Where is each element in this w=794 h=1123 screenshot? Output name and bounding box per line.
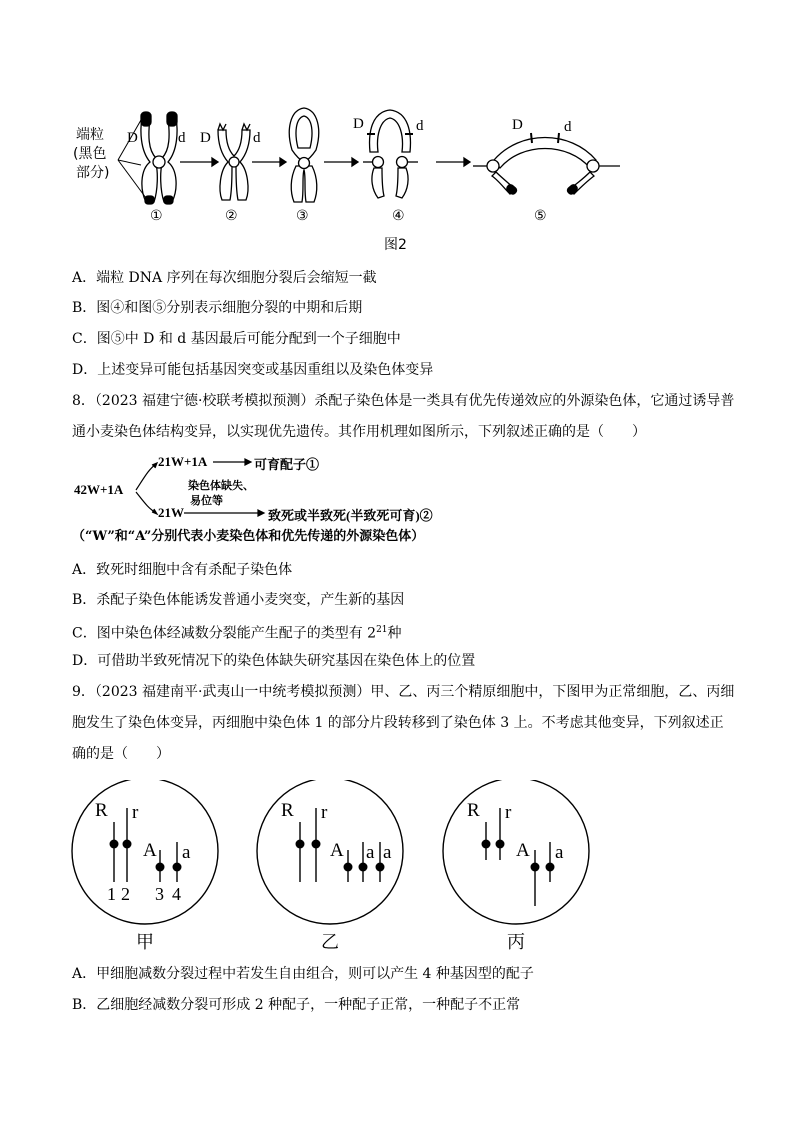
q8-parent-label: 42W+1A bbox=[74, 482, 124, 497]
q8-stem-line-1: 8．（2023 福建宁德·校联考模拟预测）杀配子染色体是一类具有优先传递效应的外源染色体，它通过诱导普 bbox=[72, 393, 735, 409]
q8-option-c-suffix: 种 bbox=[387, 625, 402, 642]
q8-note: （“W”和“A”分别代表小麦染色体和优先传递的外源染色体） bbox=[72, 529, 425, 544]
q9-cells-drawing bbox=[0, 780, 794, 955]
cell-jia-name: 甲 bbox=[136, 932, 154, 953]
q8-option-c-exponent: 21 bbox=[376, 625, 388, 635]
q7-option-b: B．图④和图⑤分别表示细胞分裂的中期和后期 bbox=[72, 300, 363, 316]
q8-arrow-label-top: 染色体缺失、 bbox=[188, 480, 254, 492]
q9-stem-line-2: 胞发生了染色体变异，丙细胞中染色体 1 的部分片段转移到了染色体 3 上。不考虑其他变异，下列叙述正 bbox=[72, 715, 724, 731]
cell-jia-gene-a: a bbox=[182, 842, 191, 863]
chromosome-2 bbox=[218, 124, 250, 200]
cell-jia-num-1: 1 bbox=[107, 884, 116, 904]
cell-bing-gene-A: A bbox=[516, 840, 530, 861]
q8-branch1-label: 21W+1A bbox=[158, 454, 208, 469]
gene-d-label-1: d bbox=[178, 130, 186, 146]
cell-bing-gene-r: r bbox=[505, 802, 512, 823]
q8-option-c-text: C．图中染色体经减数分裂能产生配子的类型有 2 bbox=[72, 625, 377, 642]
cell-bing-gene-a: a bbox=[555, 842, 564, 863]
cell-jia-num-3: 3 bbox=[155, 884, 164, 904]
step-num-2: ② bbox=[225, 208, 238, 224]
q8-option-d: D．可借助半致死情况下的染色体缺失研究基因在染色体上的位置 bbox=[72, 653, 476, 669]
q9-option-a: A．甲细胞减数分裂过程中若发生自由组合，则可以产生 4 种基因型的配子 bbox=[72, 966, 534, 982]
chromosome-1 bbox=[141, 112, 177, 204]
cell-jia-gene-R: R bbox=[95, 800, 108, 821]
black-label: (黑色 bbox=[73, 146, 107, 162]
step-num-3: ③ bbox=[296, 208, 309, 224]
cell-jia-gene-r: r bbox=[132, 802, 139, 823]
cell-yi-gene-R: R bbox=[281, 800, 294, 821]
step-num-1: ① bbox=[150, 208, 163, 224]
chromosome-3 bbox=[289, 108, 318, 202]
q7-option-d: D．上述变异可能包括基因突变或基因重组以及染色体变异 bbox=[72, 362, 434, 378]
q7-option-a: A．端粒 DNA 序列在每次细胞分裂后会缩短一截 bbox=[72, 270, 377, 286]
figure-caption: 图2 bbox=[384, 237, 407, 253]
cell-bing-name: 丙 bbox=[507, 932, 525, 953]
cell-yi-gene-a-2: a bbox=[383, 842, 392, 863]
q8-stem-line-2: 通小麦染色体结构变异，以实现优先遗传。其作用机理如图所示，下列叙述正确的是（ ） bbox=[72, 424, 646, 440]
cell-yi-name: 乙 bbox=[321, 932, 339, 953]
cell-jia-num-2: 2 bbox=[121, 884, 130, 904]
q8-branch1-result: 可育配子① bbox=[254, 457, 320, 472]
q8-branch2-result: 致死或半致死(半致死可育)② bbox=[268, 508, 433, 523]
gene-D-label-4: D bbox=[353, 116, 364, 132]
gene-D-label-5: D bbox=[512, 117, 523, 133]
q9-stem-line-3: 确的是（ ） bbox=[72, 746, 170, 762]
gene-d-label-2: d bbox=[253, 130, 261, 146]
figure-2 bbox=[0, 0, 794, 260]
step-num-5: ⑤ bbox=[534, 208, 547, 224]
cell-bing-gene-R: R bbox=[467, 800, 480, 821]
gene-D-label-2: D bbox=[200, 130, 211, 146]
q9-stem-line-1: 9．（2023 福建南平·武夷山一中统考模拟预测）甲、乙、丙三个精原细胞中，下图甲为正常细胞，乙、丙细 bbox=[72, 684, 735, 700]
chromosome-4 bbox=[363, 110, 418, 198]
q9-option-b: B．乙细胞经减数分裂可形成 2 种配子，一种配子正常，一种配子不正常 bbox=[72, 997, 521, 1013]
cell-jia-num-4: 4 bbox=[172, 884, 181, 904]
q8-option-a: A．致死时细胞中含有杀配子染色体 bbox=[72, 562, 293, 578]
part-label: 部分) bbox=[76, 165, 110, 181]
gene-d-label-4: d bbox=[416, 118, 424, 134]
gene-D-label-1: D bbox=[127, 130, 138, 146]
telomere-label: 端粒 bbox=[76, 127, 104, 143]
cell-yi-gene-r: r bbox=[321, 802, 328, 823]
q7-option-c: C．图⑤中 D 和 d 基因最后可能分配到一个子细胞中 bbox=[72, 331, 401, 347]
q8-diagram bbox=[70, 450, 510, 525]
step-num-4: ④ bbox=[392, 208, 405, 224]
q8-arrow-label-bottom: 易位等 bbox=[190, 495, 223, 507]
gene-d-label-5: d bbox=[564, 119, 572, 135]
cell-jia-gene-A: A bbox=[143, 840, 157, 861]
chromosome-5 bbox=[473, 133, 620, 195]
q8-option-b: B．杀配子染色体能诱发普通小麦突变，产生新的基因 bbox=[72, 592, 405, 608]
cell-yi-gene-A: A bbox=[330, 840, 344, 861]
cell-yi-gene-a-1: a bbox=[366, 842, 375, 863]
q9-cells-figure bbox=[0, 780, 794, 955]
q8-branch2-label: 21W bbox=[158, 505, 184, 520]
q8-option-c bbox=[72, 621, 402, 643]
